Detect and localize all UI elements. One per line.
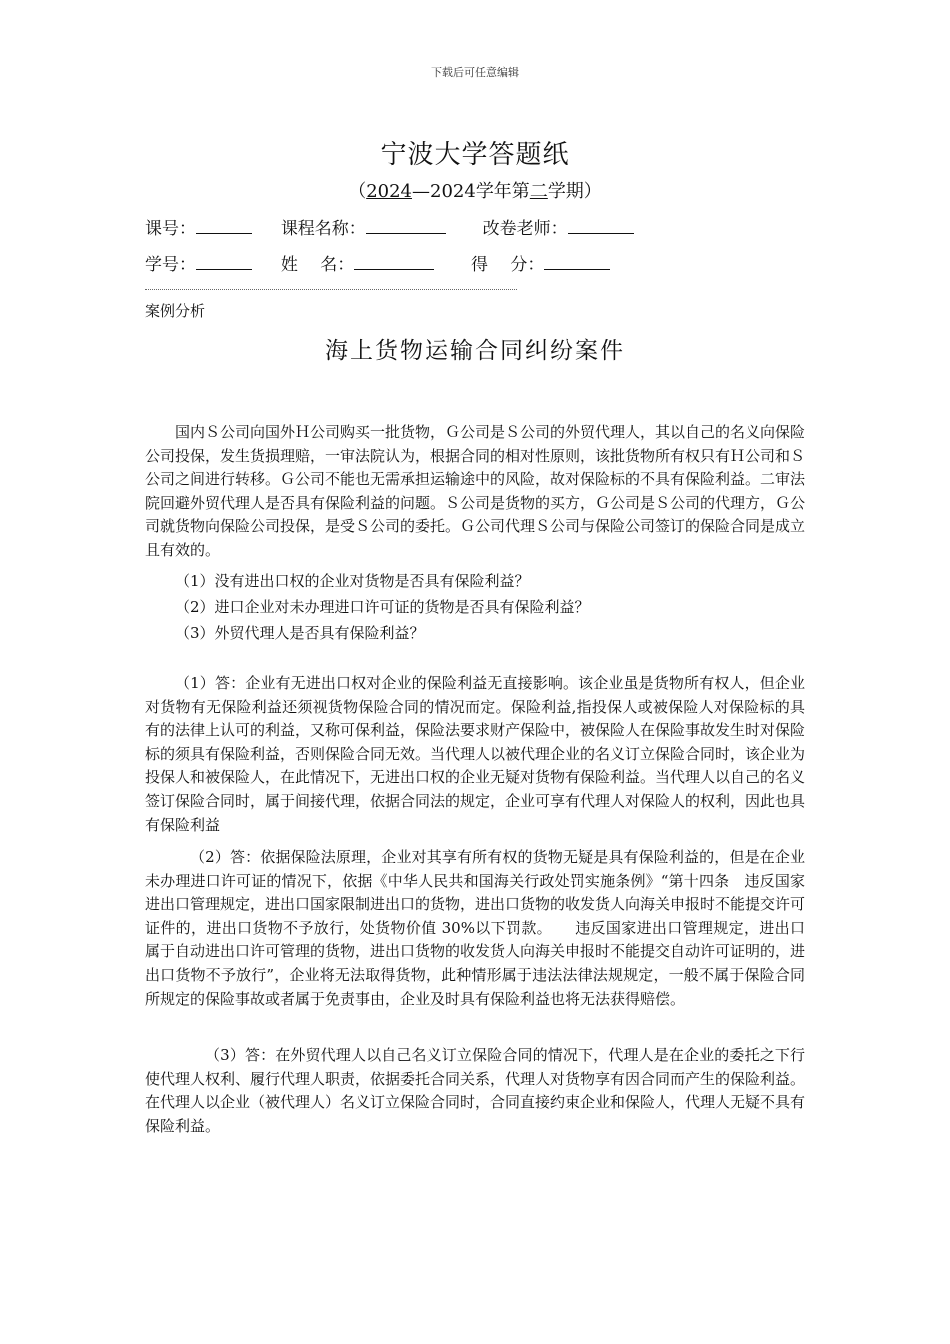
case-title: 海上货物运输合同纠纷案件 bbox=[325, 338, 625, 364]
term-semester: 二 bbox=[529, 181, 548, 202]
grader-blank[interactable] bbox=[568, 218, 634, 234]
term-year-end: 2024 bbox=[430, 181, 476, 202]
term-year-start: 2024 bbox=[366, 181, 412, 202]
answer-1: （1）答：企业有无进出口权对企业的保险利益无直接影响。该企业虽是货物所有权人，但企业对货物有无保险利益还须视货物保险合同的情况而定。保险利益,指投保人或被保险人对保险标的具有的法律上认可的利益，又称可保利益，保险法要求财产保险中，被保险人在保险事故发生时对保险标的须具有保险利益，否则保险合同无效。当代理人以被代理企业的名义订立保险合同时，该企业为投保人和被保险人，在此情况下，无进出口权的企业无疑对货物有保险利益。当代理人以自己的名义签订保险合同时，属于间接代理，依据合同法的规定，企业可享有代理人对保险人的权利，因此也具有保险利益 bbox=[145, 674, 806, 834]
answer-3: （3）答：在外贸代理人以自己名义订立保险合同的情况下，代理人是在企业的委托之下行使代理人权利、履行代理人职责，依据委托合同关系，代理人对货物享有因合同而产生的保险利益。在代理人以企业（被代理人）名义订立保险合同时，合同直接约束企业和保险人，代理人无疑不具有保险利益。 bbox=[145, 1046, 806, 1135]
case-body: 国内Ｓ公司向国外Ｈ公司购买一批货物，Ｇ公司是Ｓ公司的外贸代理人，其以自己的名义向保险公司投保，发生货损理赔，一审法院认为，根据合同的相对性原则，该批货物所有权只有Ｈ公司和Ｓ公司之间进行转移。Ｇ公司不能也无需承担运输途中的风险，故对保险标的不具有保险利益。二审法院回避外贸代理人是否具有保险利益的问题。Ｓ公司是货物的买方，Ｇ公司是Ｓ公司的代理方，Ｇ公司就货物向保险公司投保，是受Ｓ公司的委托。Ｇ公司代理Ｓ公司与保险公司签订的保险合同是成立且有效的。 bbox=[145, 423, 806, 559]
course-no-label: 课号： bbox=[145, 219, 196, 239]
student-no-label: 学号： bbox=[145, 255, 196, 275]
info-row-student bbox=[145, 250, 610, 275]
page-title: 宁波大学答题纸 bbox=[380, 140, 570, 170]
grader-label: 改卷老师： bbox=[482, 219, 568, 239]
name-label: 姓 名： bbox=[280, 255, 355, 275]
header-note: 下载后可任意编辑 bbox=[431, 66, 519, 79]
term-open: （ bbox=[348, 181, 367, 202]
course-name-blank[interactable] bbox=[366, 218, 446, 234]
section-label: 案例分析 bbox=[145, 302, 206, 320]
score-label: 得 分： bbox=[471, 255, 545, 275]
question-1: （1）没有进出口权的企业对货物是否具有保险利益？ bbox=[175, 572, 530, 590]
term-close: 学期） bbox=[547, 181, 602, 202]
question-3: （3）外贸代理人是否具有保险利益？ bbox=[175, 624, 425, 642]
course-name-label: 课程名称： bbox=[280, 219, 366, 239]
term-dash: — bbox=[412, 181, 430, 202]
answer-2: （2）答：依据保险法原理，企业对其享有所有权的货物无疑是具有保险利益的，但是在企业未办理进口许可证的情况下，依据《中华人民共和国海关行政处罚实施条例》“第十四条 违反国家进出口管理规定，进出口国家限制进出口的货物，进出口货物的收发货人向海关申报时不能提交许可证件的，进出口货物不予放行，处货物价值 30%以下罚款。 违反国家进出口管理规定，进出口属于自动进出口许可管理的货物，进出口货物的收发货人向海关申报时不能提交自动许可证明的，进出口货物不予放行”，企业将无法取得货物，此种情形属于违法法律法规规定，一般不属于保险合同所规定的保险事故或者属于免责事由，企业及时具有保险利益也将无法获得赔偿。 bbox=[145, 848, 806, 1008]
question-2: （2）进口企业对未办理进口许可证的货物是否具有保险利益？ bbox=[175, 598, 590, 616]
student-no-blank[interactable] bbox=[196, 254, 252, 270]
term-mid: 学年第 bbox=[475, 181, 530, 202]
course-no-blank[interactable] bbox=[196, 218, 252, 234]
score-blank[interactable] bbox=[544, 254, 610, 270]
info-row-course bbox=[145, 214, 634, 239]
academic-term bbox=[0, 177, 950, 203]
divider bbox=[145, 289, 517, 290]
name-blank[interactable] bbox=[354, 254, 434, 270]
